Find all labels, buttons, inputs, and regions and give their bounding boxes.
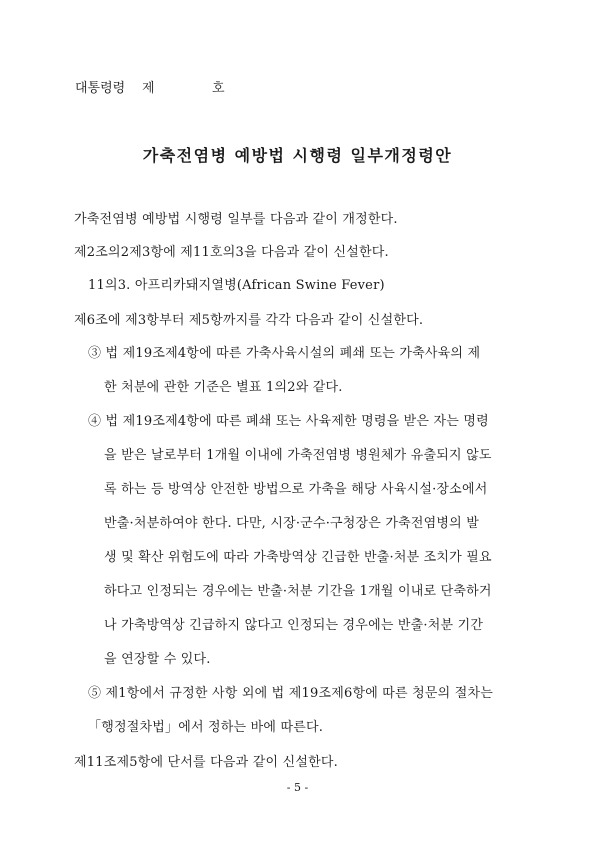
body-line: 나 가축방역상 긴급하지 않다고 인정되는 경우에는 반출·처분 기간 — [104, 618, 484, 633]
body-line: ④ 법 제19조제4항에 따른 폐쇄 또는 사육제한 명령을 받은 자는 명령 — [88, 414, 489, 429]
body-line: 반출·처분하여야 한다. 다만, 시장·군수·구청장은 가축전염병의 발 — [104, 516, 480, 531]
body-line: 한 처분에 관한 기준은 별표 1의2와 같다. — [104, 380, 343, 395]
decree-je: 제 — [142, 81, 155, 96]
body-line: 을 연장할 수 있다. — [104, 652, 211, 667]
document-title: 가축전염병 예방법 시행령 일부개정령안 — [142, 146, 453, 165]
body-line: 을 받은 날로부터 1개월 이내에 가축전염병 병원체가 유출되지 않도 — [104, 448, 492, 463]
body-line: 제6조에 제3항부터 제5항까지를 각각 다음과 같이 신설한다. — [74, 313, 424, 328]
decree-label: 대통령령 — [75, 81, 126, 96]
body-line: 11의3. 아프리카돼지열병(African Swine Fever) — [88, 278, 385, 293]
body-line: 록 하는 등 방역상 안전한 방법으로 가축을 해당 사육시설·장소에서 — [104, 482, 488, 497]
body-line: 제11조제5항에 단서를 다음과 같이 신설한다. — [74, 755, 338, 770]
body-line: 「행정절차법」에서 정하는 바에 따른다. — [88, 720, 324, 735]
body-line: ③ 법 제19조제4항에 따른 가축사육시설의 폐쇄 또는 가축사육의 제 — [88, 346, 481, 361]
body-line: 제2조의2제3항에 제11호의3을 다음과 같이 신설한다. — [74, 245, 389, 260]
decree-ho: 호 — [212, 81, 225, 96]
body-line: 하다고 인정되는 경우에는 반출·처분 기간을 1개월 이내로 단축하거 — [104, 584, 492, 599]
page-number: - 5 - — [286, 781, 309, 794]
body-line: 가축전염병 예방법 시행령 일부를 다음과 같이 개정한다. — [74, 212, 398, 227]
body-line: ⑤ 제1항에서 규정한 사항 외에 법 제19조제6항에 따른 청문의 절차는 — [88, 686, 494, 701]
body-line: 생 및 확산 위험도에 따라 가축방역상 긴급한 반출·처분 조치가 필요 — [104, 550, 492, 565]
